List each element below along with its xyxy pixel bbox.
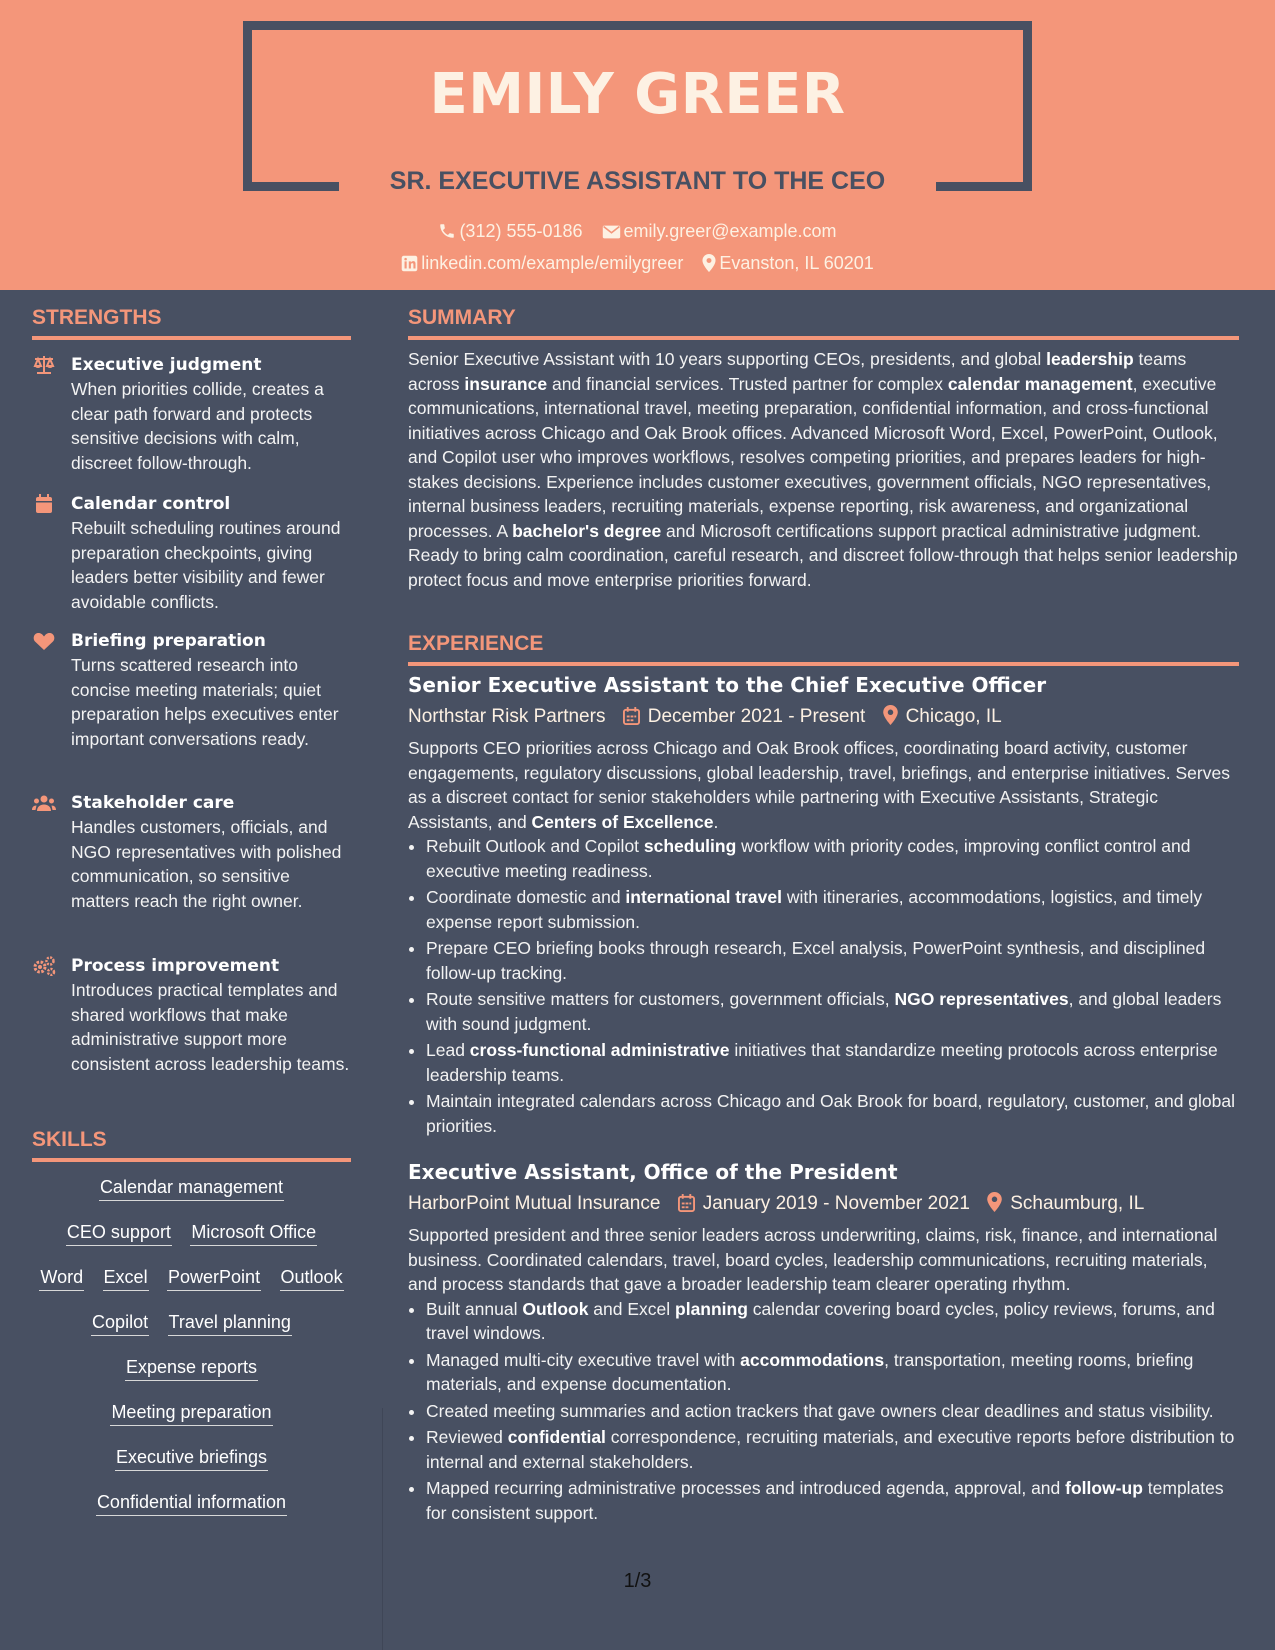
resume-header — [0, 0, 1275, 290]
bullet-item: • Managed multi-city executive travel with accommodations, transportation, meeting rooms, briefing materials, and expense documentation. — [426, 1348, 1239, 1397]
job-entry — [408, 673, 1239, 1140]
skill-tag: Travel planning — [168, 1309, 292, 1336]
skill-row — [32, 1309, 351, 1354]
bullet-item: • Mapped recurring administrative processes and introduced agenda, approval, and follow-up templates for consistent support. — [426, 1476, 1239, 1525]
job-company: HarborPoint Mutual Insurance — [408, 1192, 661, 1214]
bullet-item: • Rebuilt Outlook and Copilot scheduling workflow with priority codes, improving conflict control and executive meeting readiness. — [426, 834, 1239, 883]
bullet-item: • Maintain integrated calendars across Chicago and Oak Brook for board, regulatory, customer, and global priorities. — [426, 1089, 1239, 1138]
linkedin-icon — [401, 255, 418, 272]
heart-icon — [32, 631, 56, 651]
strength-description: Turns scattered research into concise meeting materials; quiet preparation helps executives enter important conversations ready. — [71, 655, 339, 749]
email-text: emily.greer@example.com — [623, 220, 837, 241]
skill-tag: Copilot — [91, 1309, 149, 1336]
job-location — [883, 705, 1002, 728]
bullet-item: • Reviewed confidential correspondence, recruiting materials, and executive reports before distribution to internal and external stakeholders. — [426, 1425, 1239, 1474]
job-dates — [678, 1193, 970, 1215]
skill-row — [32, 1444, 351, 1489]
bullet-item: • Prepare CEO briefing books through research, Excel analysis, PowerPoint synthesis, and disciplined follow-up tracking. — [426, 936, 1239, 985]
strength-title: Process improvement — [71, 956, 280, 976]
bullet-item: • Built annual Outlook and Excel planning calendar covering board cycles, policy reviews, forums, and travel windows. — [426, 1297, 1239, 1346]
calendar-icon — [623, 707, 640, 725]
job-location — [987, 1192, 1144, 1215]
skill-row — [32, 1264, 351, 1309]
job-location-text: Chicago, IL — [905, 706, 1002, 727]
strength-description: Handles customers, officials, and NGO representatives with polished communication, so sensitive matters reach the right owner. — [71, 817, 342, 911]
job-description: Supported president and three senior leaders across underwriting, claims, risk, finance, and international business. Coordinated calendars, travel, board cycles, leadership communications, recruiting materials, and process standards that gave a broader leadership team clearer operating rhythm. — [408, 1225, 1218, 1294]
job-entry — [408, 1160, 1239, 1527]
skill-row — [32, 1354, 351, 1399]
skill-tag: Word — [39, 1264, 84, 1291]
job-company: Northstar Risk Partners — [408, 705, 606, 727]
calendar-icon — [678, 1194, 695, 1212]
skill-row — [32, 1489, 351, 1534]
bullet-item: • Created meeting summaries and action trackers that gave owners clear deadlines and status visibility. — [426, 1399, 1239, 1424]
map-pin-icon — [883, 705, 898, 725]
job-bullets — [408, 1297, 1239, 1526]
strength-item — [32, 353, 351, 475]
skill-tag: Calendar management — [99, 1174, 284, 1201]
scale-icon — [32, 355, 56, 375]
job-bullets — [408, 834, 1239, 1138]
bullet-item: • Coordinate domestic and international travel with itineraries, accommodations, logistics, and timely expense report submission. — [426, 885, 1239, 934]
skill-tag: Expense reports — [125, 1354, 258, 1381]
strength-item — [32, 791, 351, 913]
phone-contact[interactable] — [438, 221, 582, 242]
strength-title: Briefing preparation — [71, 631, 266, 651]
strengths-heading: STRENGTHS — [32, 306, 351, 340]
envelope-icon — [602, 224, 621, 240]
page-indicator: 1/3 — [623, 1570, 652, 1592]
strength-item — [32, 954, 351, 1076]
job-title: Senior Executive Assistant to the Chief Executive Officer — [408, 673, 1047, 697]
strength-description: Introduces practical templates and shared workflows that make administrative support more consistent across leadership teams. — [71, 980, 350, 1074]
phone-icon — [438, 222, 456, 240]
strength-title: Stakeholder care — [71, 793, 235, 813]
skill-tag: Excel — [103, 1264, 149, 1291]
summary-text: Senior Executive Assistant with 10 years supporting CEOs, presidents, and global leadership teams across insurance and financial services. Trusted partner for complex calendar management, executive communications, international travel, meeting preparation, confidential information, and cross-functional initiatives across Chicago and Oak Brook offices. Advanced Microsoft Word, Excel, PowerPoint, Outlook, and Copilot user who improves workflows, resolves competing priorities, and prepares leaders for high-stakes decisions. Experience includes customer executives, government officials, NGO representatives, internal business leaders, recruiting materials, expense reporting, risk awareness, and organizational processes. A bachelor's degree and Microsoft certifications support practical administrative judgment. Ready to bring calm coordination, careful research, and discreet follow-through that helps senior leadership protect focus and move enterprise priorities forward. — [408, 349, 1238, 590]
bullet-item: • Route sensitive matters for customers, government officials, NGO representatives, and global leaders with sound judgment. — [426, 987, 1239, 1036]
gears-icon — [32, 956, 56, 976]
phone-text: (312) 555-0186 — [459, 220, 583, 241]
users-icon — [32, 793, 56, 813]
linkedin-contact[interactable] — [401, 253, 683, 274]
job-dates-text: January 2019 - November 2021 — [702, 1192, 970, 1214]
location-text: Evanston, IL 60201 — [719, 252, 874, 273]
skill-tag: Executive briefings — [115, 1444, 268, 1471]
contact-row-2 — [0, 252, 1275, 274]
job-meta — [408, 1192, 1239, 1215]
candidate-title: SR. EXECUTIVE ASSISTANT TO THE CEO — [389, 167, 886, 195]
skills-list — [32, 1174, 351, 1534]
skill-row — [32, 1219, 351, 1264]
contact-row-1 — [0, 220, 1275, 242]
summary-heading: SUMMARY — [408, 306, 1239, 340]
job-title: Executive Assistant, Office of the President — [408, 1160, 898, 1184]
strength-title: Executive judgment — [71, 355, 262, 375]
skill-tag: Microsoft Office — [190, 1219, 317, 1246]
skill-tag: Outlook — [280, 1264, 344, 1291]
column-divider — [382, 1408, 383, 1650]
bullet-item: • Lead cross-functional administrative initiatives that standardize meeting protocols across enterprise leadership teams. — [426, 1038, 1239, 1087]
skill-tag: CEO support — [66, 1219, 172, 1246]
job-dates-text: December 2021 - Present — [647, 705, 866, 727]
candidate-name: EMILY GREER — [429, 62, 846, 127]
strength-item — [32, 492, 351, 614]
map-pin-icon — [702, 254, 716, 272]
job-location-text: Schaumburg, IL — [1010, 1193, 1145, 1214]
job-description: Supports CEO priorities across Chicago and Oak Brook offices, coordinating board activity, customer engagements, regulatory discussions, global leadership, travel, briefings, and enterprise initiatives. Serves as a discreet contact for senior stakeholders while partnering with Executive Assistants, Strategic Assistants, and Centers of Excellence. — [408, 738, 1230, 832]
skill-row — [32, 1174, 351, 1219]
skill-tag: PowerPoint — [167, 1264, 261, 1291]
strength-description: Rebuilt scheduling routines around preparation checkpoints, giving leaders better visibility and fewer avoidable conflicts. — [71, 518, 341, 612]
skill-tag: Confidential information — [96, 1489, 287, 1516]
map-pin-icon — [987, 1192, 1002, 1212]
experience-heading: EXPERIENCE — [408, 632, 1239, 666]
email-contact[interactable] — [602, 221, 837, 242]
strength-item — [32, 629, 351, 751]
strength-description: When priorities collide, creates a clear path forward and protects sensitive decisions with calm, discreet follow-through. — [71, 379, 324, 473]
skills-heading: SKILLS — [32, 1128, 351, 1162]
job-meta — [408, 705, 1239, 728]
strength-title: Calendar control — [71, 494, 231, 514]
job-dates — [623, 706, 866, 728]
calendar-icon — [32, 494, 56, 514]
skill-tag: Meeting preparation — [110, 1399, 272, 1426]
skill-row — [32, 1399, 351, 1444]
location-contact — [702, 253, 873, 274]
linkedin-text: linkedin.com/example/emilygreer — [421, 252, 684, 273]
